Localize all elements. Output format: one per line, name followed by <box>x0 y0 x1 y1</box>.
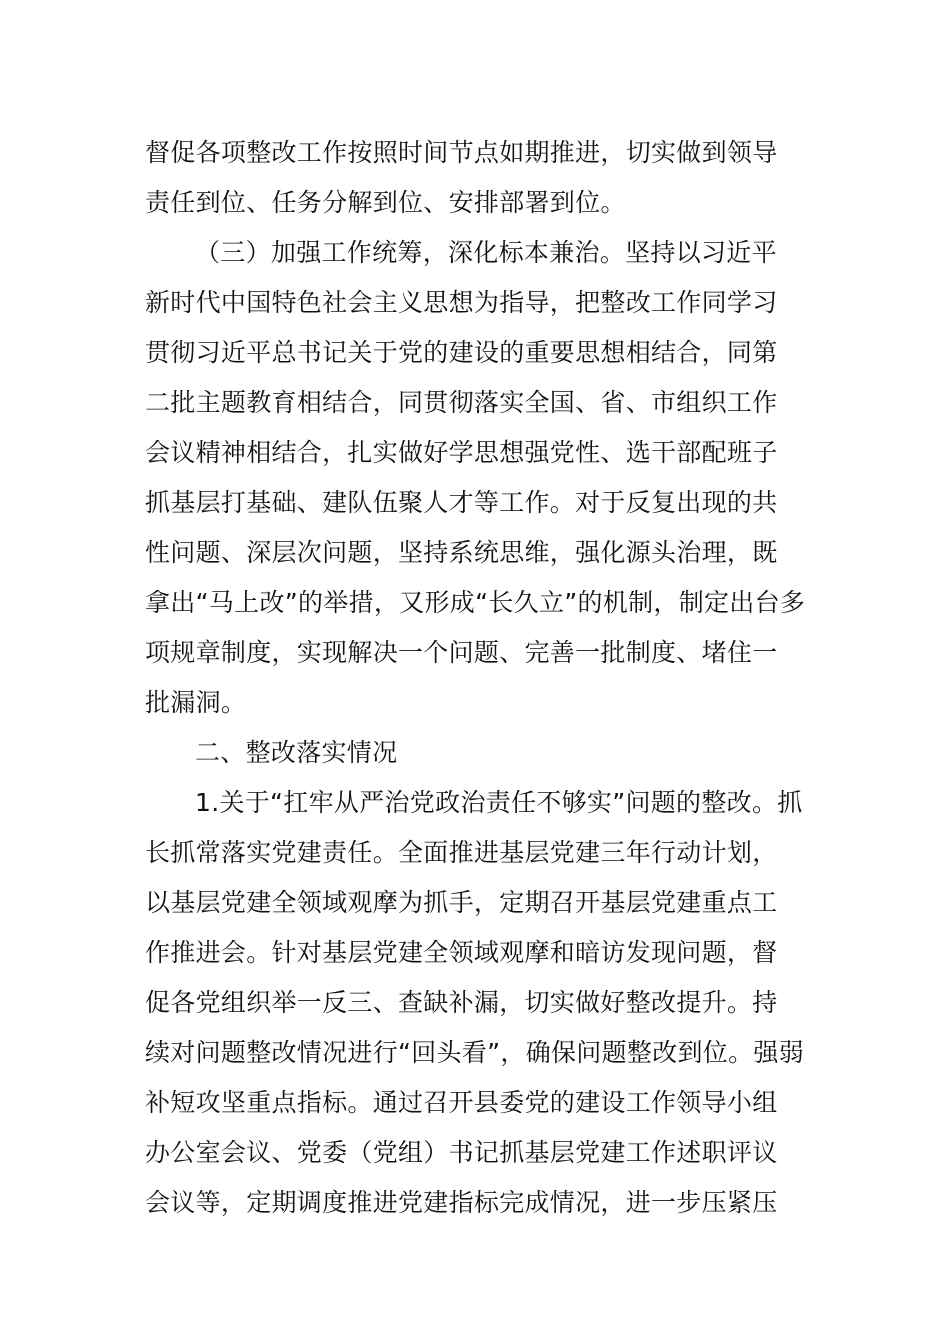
item-heading-1: 1.关于“扛牢从严治党政治责任不够实”问题的整改。抓 <box>195 788 803 817</box>
text-line: 以基层党建全领域观摩为抓手，定期召开基层党建重点工 <box>145 888 778 917</box>
body-text <box>145 128 810 1228</box>
text-line: 作推进会。针对基层党建全领域观摩和暗访发现问题，督 <box>145 938 778 967</box>
text-line: 性问题、深层次问题，坚持系统思维，强化源头治理，既 <box>145 538 778 567</box>
section-heading-2: 二、整改落实情况 <box>195 738 398 767</box>
text-line: 促各党组织举一反三、查缺补漏，切实做好整改提升。持 <box>145 988 778 1017</box>
text-line: 项规章制度，实现解决一个问题、完善一批制度、堵住一 <box>145 638 778 667</box>
text-line: 批漏洞。 <box>145 688 247 717</box>
text-line: 拿出“马上改”的举措，又形成“长久立”的机制，制定出台多 <box>145 588 806 617</box>
text-line: 督促各项整改工作按照时间节点如期推进，切实做到领导 <box>145 138 778 167</box>
text-line: 贯彻习近平总书记关于党的建设的重要思想相结合，同第 <box>145 338 778 367</box>
text-line: 二批主题教育相结合，同贯彻落实全国、省、市组织工作 <box>145 388 778 417</box>
text-line: 会议等，定期调度推进党建指标完成情况，进一步压紧压 <box>145 1188 778 1217</box>
text-line: 会议精神相结合，扎实做好学思想强党性、选干部配班子 <box>145 438 778 467</box>
text-line: 长抓常落实党建责任。全面推进基层党建三年行动计划， <box>145 838 778 867</box>
text-line: 办公室会议、党委（党组）书记抓基层党建工作述职评议 <box>145 1138 778 1167</box>
text-line: 责任到位、任务分解到位、安排部署到位。 <box>145 188 626 217</box>
text-line: 抓基层打基础、建队伍聚人才等工作。对于反复出现的共 <box>145 488 778 517</box>
text-line: 补短攻坚重点指标。通过召开县委党的建设工作领导小组 <box>145 1088 778 1117</box>
text-line: 新时代中国特色社会主义思想为指导，把整改工作同学习 <box>145 288 778 317</box>
section-heading-3: （三）加强工作统筹，深化标本兼治。坚持以习近平 <box>195 238 777 267</box>
text-line: 续对问题整改情况进行“回头看”，确保问题整改到位。强弱 <box>145 1038 805 1067</box>
